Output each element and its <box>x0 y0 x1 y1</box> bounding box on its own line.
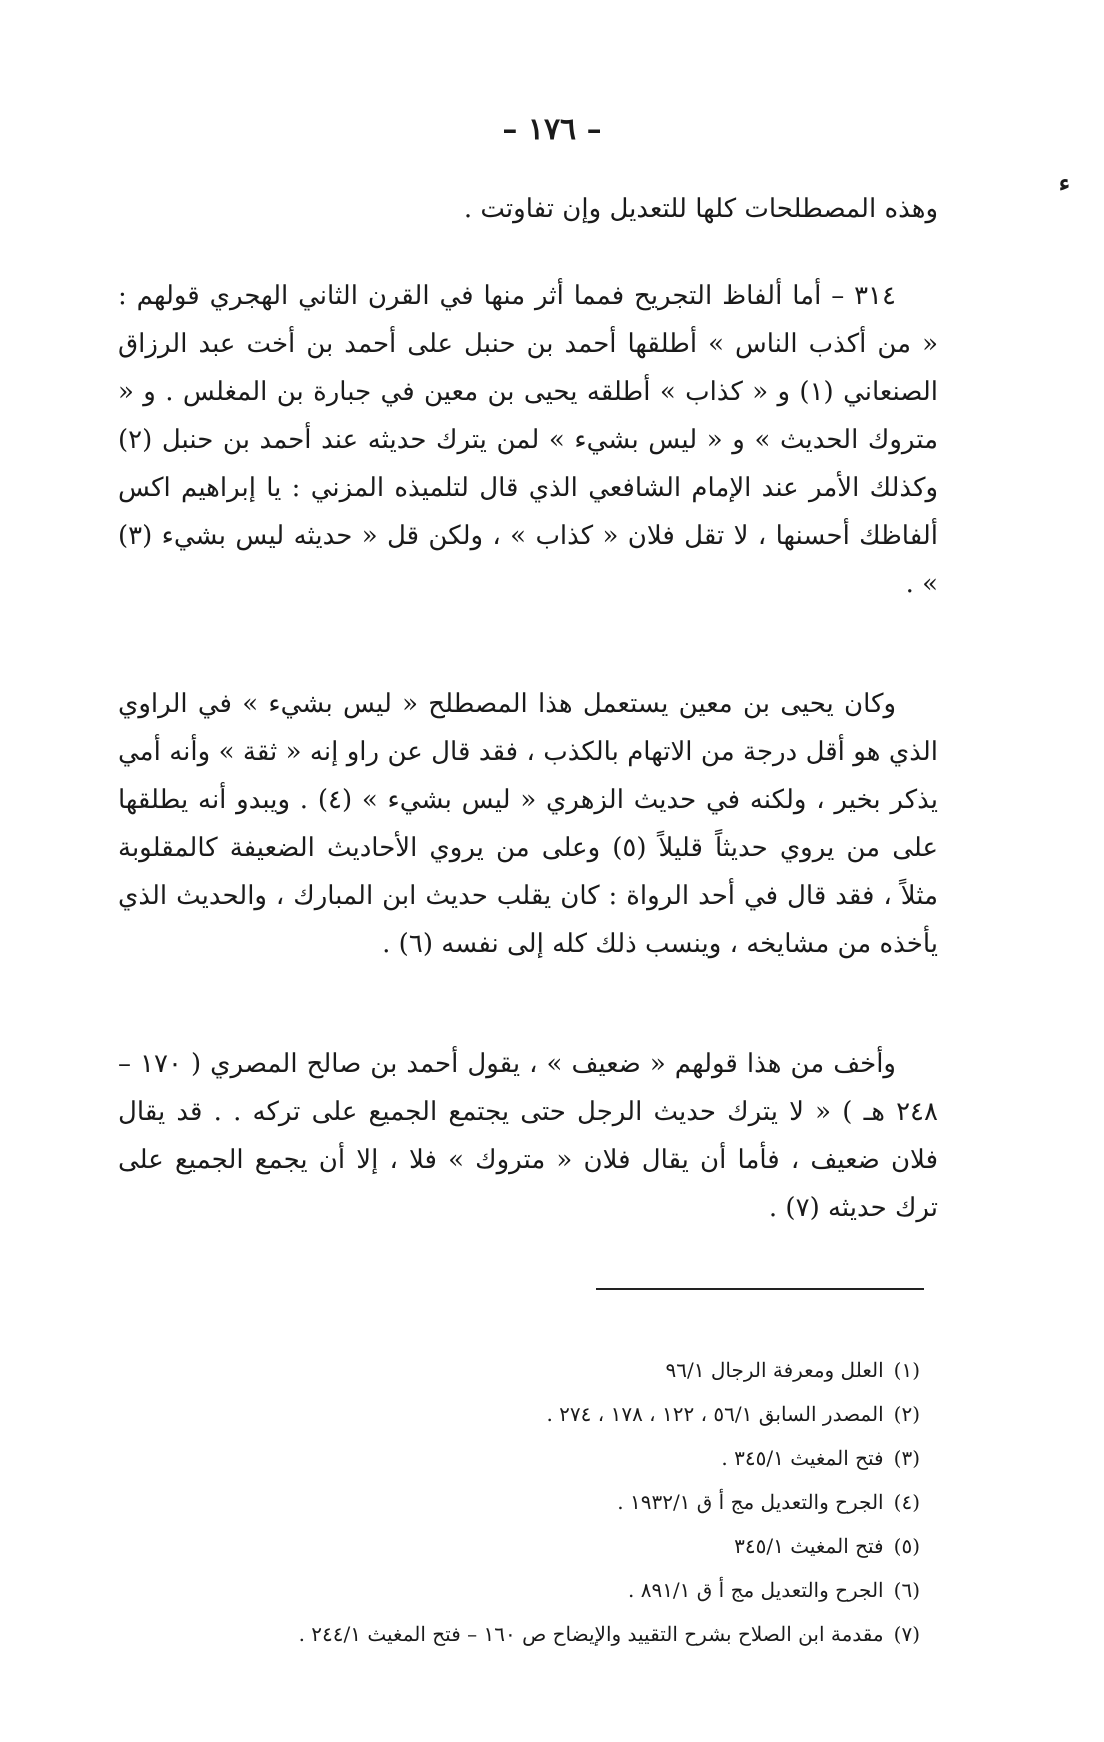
footnote-5 <box>150 1524 920 1568</box>
footnote-separator <box>596 1288 924 1290</box>
footnotes-list <box>150 1348 920 1656</box>
intro-line: وهذه المصطلحات كلها للتعديل وإن تفاوتت . <box>463 194 938 224</box>
footnote-number: (٥) <box>893 1534 920 1558</box>
footnote-6 <box>150 1568 920 1612</box>
footnote-number: (٦) <box>893 1578 920 1602</box>
page-number: – ١٧٦ – <box>502 112 602 147</box>
footnote-text: الجرح والتعديل مج أ ق ٨٩١/١ . <box>627 1578 884 1602</box>
footnote-text: الجرح والتعديل مج أ ق ١٩٣٢/١ . <box>617 1490 884 1514</box>
paragraph-314: ٣١٤ – أما ألفاظ التجريح فمما أثر منها في القرن الثاني الهجري قولهم : « من أكذب الناس » أطلقها أحمد بن حنبل على أحمد بن أخت عبد الرزاق الصنعاني (١) و « كذاب » أطلقه يحيى بن معين في جبارة بن المغلس . و « متروك الحديث » و « ليس بشيء » لمن يترك حديثه عند أحمد بن حنبل (٢) وكذلك الأمر عند الإمام الشافعي الذي قال لتلميذه المزني : يا إبراهيم اكس ألفاظك أحسنها ، لا تقل فلان « كذاب » ، ولكن قل « حديثه ليس بشيء (٣) » . <box>118 281 938 599</box>
footnote-text: فتح المغيث ٣٤٥/١ . <box>721 1446 884 1470</box>
footnote-3 <box>150 1436 920 1480</box>
footnote-number: (٧) <box>893 1622 920 1646</box>
footnote-text: مقدمة ابن الصلاح بشرح التقييد والإيضاح ص ١٦٠ – فتح المغيث ٢٤٤/١ . <box>298 1622 884 1646</box>
footnote-7 <box>150 1612 920 1656</box>
footnote-number: (٣) <box>893 1446 920 1470</box>
footnote-number: (٤) <box>893 1490 920 1514</box>
footnote-1 <box>150 1348 920 1392</box>
footnote-number: (١) <box>893 1358 920 1382</box>
paragraph-daif: وأخف من هذا قولهم « ضعيف » ، يقول أحمد بن صالح المصري ( ١٧٠ – ٢٤٨ هـ ) « لا يترك حديث الرجل حتى يجتمع الجميع على تركه . . قد يقال فلان ضعيف ، فأما أن يقال فلان « متروك » فلا ، إلا أن يجمع الجميع على ترك حديثه (٧) . <box>118 1049 938 1223</box>
footnote-2 <box>150 1392 920 1436</box>
footnote-4 <box>150 1480 920 1524</box>
footnote-text: فتح المغيث ٣٤٥/١ <box>734 1534 884 1558</box>
margin-mark: ء <box>1058 168 1070 197</box>
footnote-number: (٢) <box>893 1402 920 1426</box>
footnote-text: العلل ومعرفة الرجال ٩٦/١ <box>665 1358 884 1382</box>
paragraph-yahya-ibn-main: وكان يحيى بن معين يستعمل هذا المصطلح « ليس بشيء » في الراوي الذي هو أقل درجة من الاتهام بالكذب ، فقد قال عن راو إنه « ثقة » وأنه أمي يذكر بخير ، ولكنه في حديث الزهري « ليس بشيء » (٤) . ويبدو أنه يطلقها على من يروي حديثاً قليلاً (٥) وعلى من يروي الأحاديث الضعيفة كالمقلوبة مثلاً ، فقد قال في أحد الرواة : كان يقلب حديث ابن المبارك ، والحديث الذي يأخذه من مشايخه ، وينسب ذلك كله إلى نفسه (٦) . <box>118 689 938 959</box>
footnote-text: المصدر السابق ٥٦/١ ، ١٢٢ ، ١٧٨ ، ٢٧٤ . <box>546 1402 884 1426</box>
